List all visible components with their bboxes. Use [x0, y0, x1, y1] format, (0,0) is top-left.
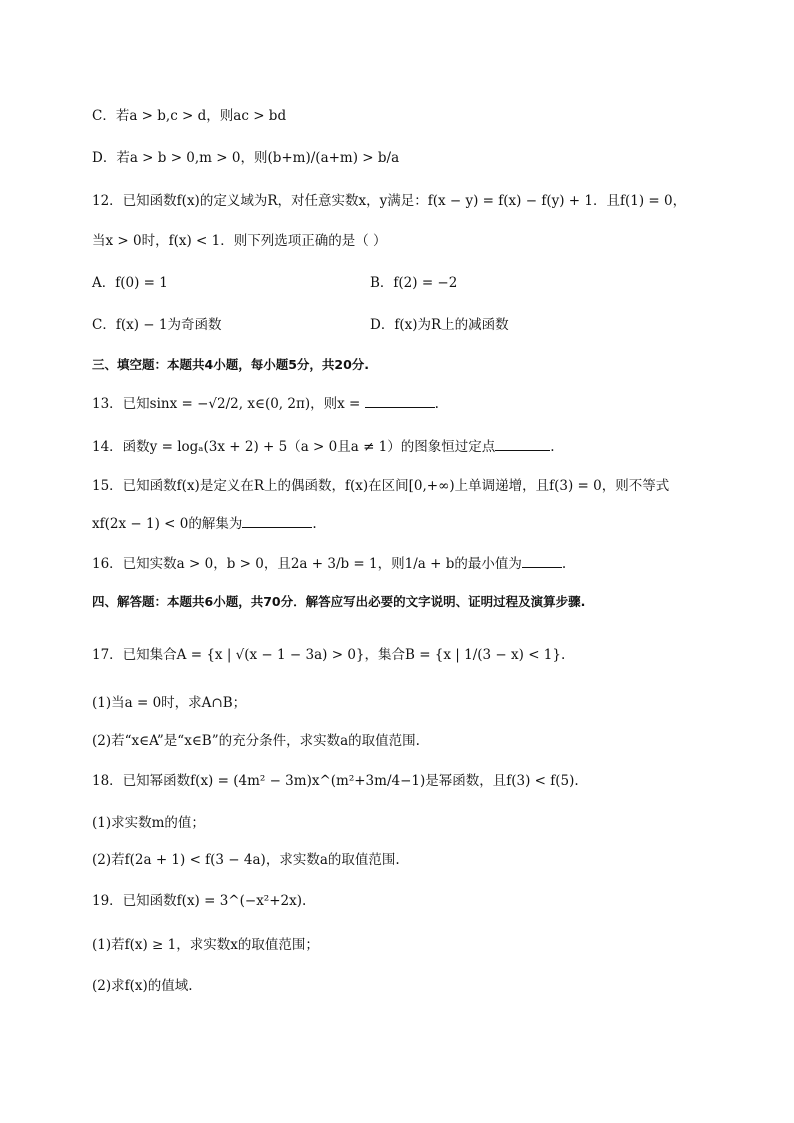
option-a-12: A．f(0) = 1	[92, 275, 168, 291]
question-14-text: 14．函数y = logₐ(3x + 2) + 5（a > 0且a ≠ 1）的图象恒过定点	[92, 439, 496, 455]
question-19-part-1: (1)若f(x) ≥ 1，求实数x的取值范围；	[92, 937, 319, 953]
question-14	[92, 436, 555, 457]
question-16-tail: .	[561, 556, 567, 572]
question-14-tail: .	[550, 439, 555, 455]
option-c-12: C．f(x) − 1为奇函数	[92, 317, 222, 333]
question-15-tail: .	[312, 516, 317, 532]
question-19: 19．已知函数f(x) = 3^(−x²+2x).	[92, 893, 307, 909]
question-12-condition: 当x > 0时，f(x) < 1．则下列选项正确的是（ ）	[92, 233, 387, 249]
question-12-stem: 12．已知函数f(x)的定义域为R，对任意实数x，y满足：f(x − y) = f(x) − f(y) + 1．且f(1) = 0，	[92, 193, 687, 209]
section-3-heading: 三、填空题：本题共4小题，每小题5分，共20分.	[92, 357, 370, 372]
answer-blank	[495, 436, 550, 451]
question-18-part-2: (2)若f(2a + 1) < f(3 − 4a)，求实数a的取值范围.	[92, 852, 400, 868]
question-18: 18．已知幂函数f(x) = (4m² − 3m)x^(m²+3m/4−1)是幂函数，且f(3) < f(5).	[92, 773, 579, 789]
question-19-part-2: (2)求f(x)的值域.	[92, 978, 193, 994]
option-c-11: C．若a > b,c > d，则ac > bd	[92, 108, 287, 124]
option-b-12: B．f(2) = −2	[370, 275, 458, 291]
question-15-text: xf(2x − 1) < 0的解集为	[92, 516, 243, 532]
question-17: 17．已知集合A = {x | √(x − 1 − 3a) > 0}，集合B = {x | 1/(3 − x) < 1}.	[92, 647, 566, 663]
question-13-tail: .	[434, 396, 439, 412]
answer-blank	[522, 553, 562, 568]
question-15-inequality	[92, 513, 317, 534]
question-16-text: 16．已知实数a > 0，b > 0，且2a + 3/b = 1，则1/a + b的最小值为	[92, 556, 522, 572]
question-17-part-1: (1)当a = 0时，求A∩B；	[92, 695, 247, 711]
question-15-stem: 15．已知函数f(x)是定义在R上的偶函数，f(x)在区间[0,+∞)上单调递增，且f(3) = 0，则不等式	[92, 478, 670, 494]
section-4-heading: 四、解答题：本题共6小题，共70分．解答应写出必要的文字说明、证明过程及演算步骤.	[92, 594, 586, 609]
question-13	[92, 393, 439, 414]
option-d-12: D．f(x)为R上的减函数	[370, 317, 509, 333]
answer-blank	[365, 393, 435, 408]
option-d-11: D．若a > b > 0,m > 0，则(b+m)/(a+m) > b/a	[92, 150, 400, 166]
question-16	[92, 553, 566, 574]
question-17-part-2: (2)若“x∈A”是“x∈B”的充分条件，求实数a的取值范围.	[92, 733, 420, 749]
answer-blank	[242, 513, 312, 528]
question-18-part-1: (1)求实数m的值；	[92, 815, 205, 831]
question-13-text: 13．已知sinx = −√2/2, x∈(0, 2π)，则x =	[92, 396, 365, 412]
